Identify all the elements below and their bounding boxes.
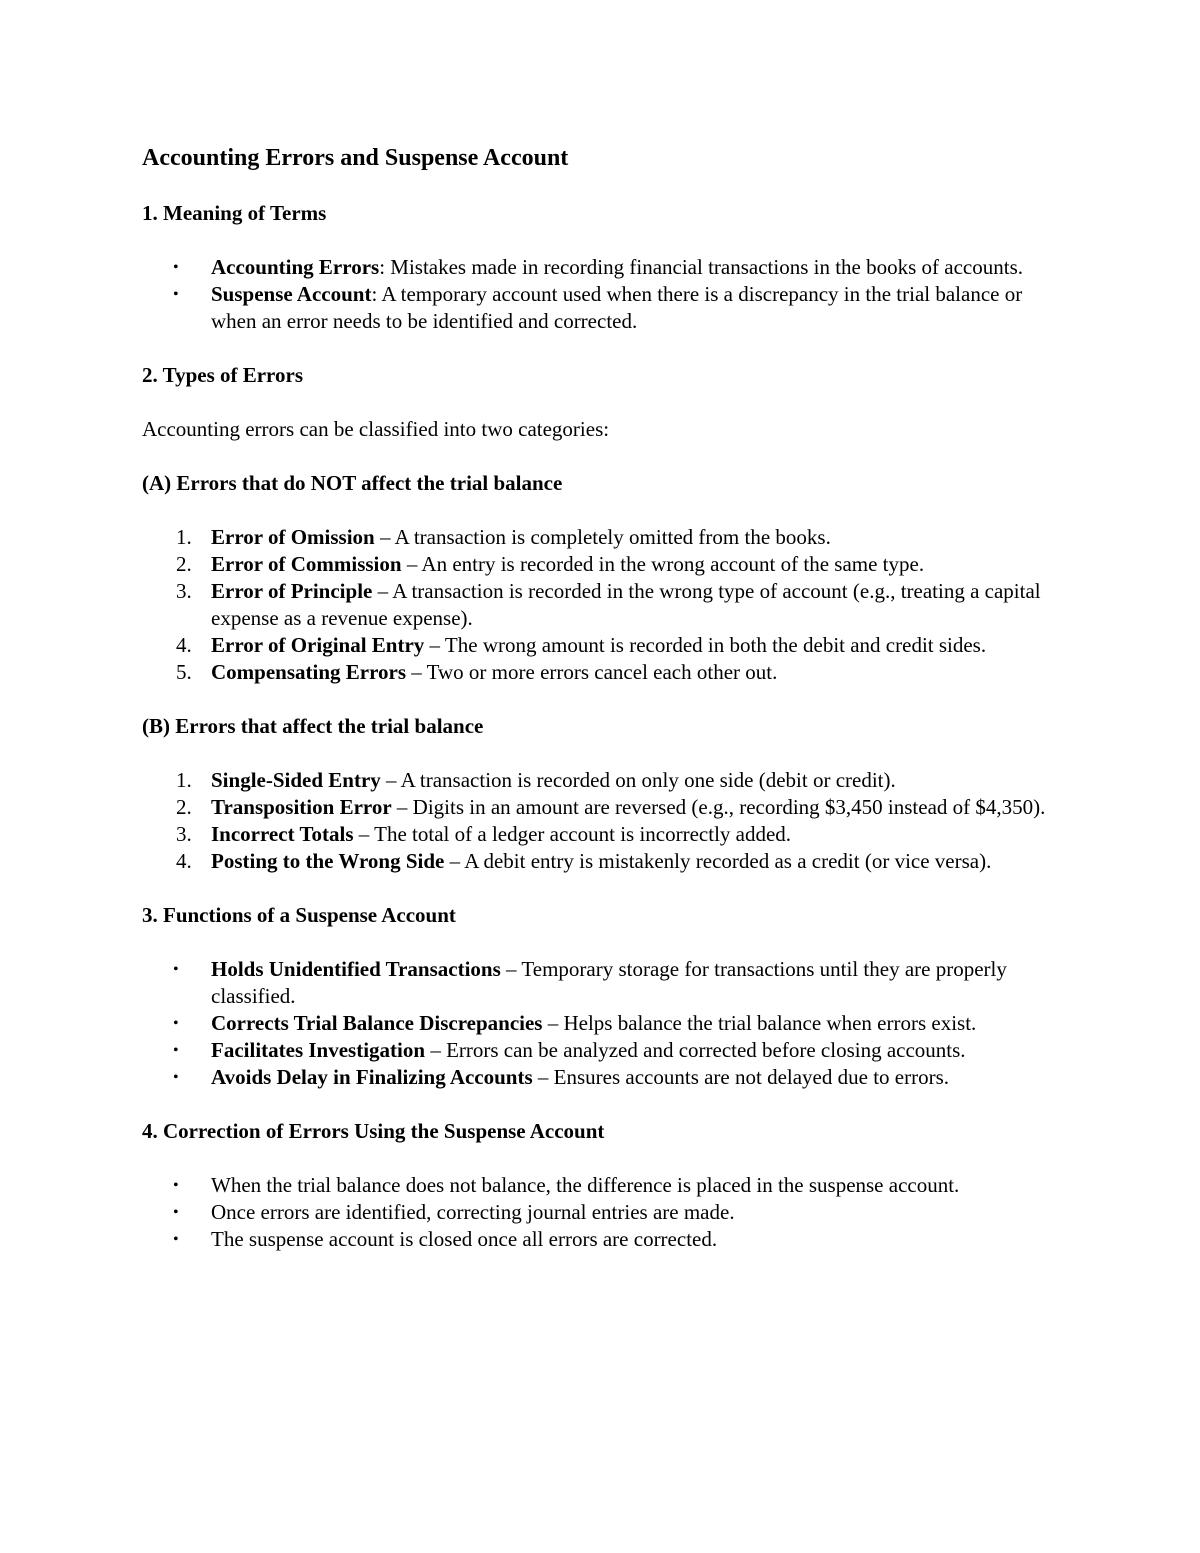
list-number: 4. [176,849,192,873]
term-label: Facilitates Investigation [211,1038,426,1062]
bullet-icon: • [173,1042,179,1059]
term-description: – Temporary storage for transactions until they are properly classified. [211,957,1007,1008]
term-description: : Mistakes made in recording financial transactions in the books of accounts. [379,255,1024,279]
list-item [142,1226,1072,1253]
list-number: 3. [176,579,192,603]
list-number: 2. [176,552,192,576]
functions-list [142,956,1072,1091]
term-label: Corrects Trial Balance Discrepancies [211,1011,543,1035]
types-intro: Accounting errors can be classified into two categories: [142,417,610,441]
section-heading-meaning: 1. Meaning of Terms [142,201,327,225]
term-description: – The wrong amount is recorded in both the debit and credit sides. [424,633,987,657]
meaning-list [142,254,1072,335]
list-item [142,821,1072,848]
term-label: Single-Sided Entry [211,768,381,792]
list-number: 1. [176,525,192,549]
term-label: Error of Commission [211,552,402,576]
list-item [142,1172,1072,1199]
term-description: – An entry is recorded in the wrong account of the same type. [401,552,925,576]
list-item [142,1064,1072,1091]
term-label: Posting to the Wrong Side [211,849,445,873]
term-description: – Helps balance the trial balance when errors exist. [542,1011,977,1035]
group-a-list [142,524,1072,686]
list-item [142,848,1072,875]
term-description: – Digits in an amount are reversed (e.g., recording $3,450 instead of $4,350). [391,795,1046,819]
list-number: 4. [176,633,192,657]
term-description: – A debit entry is mistakenly recorded as a credit (or vice versa). [444,849,992,873]
list-item [142,1010,1072,1037]
term-label: Accounting Errors [211,255,380,279]
term-label: Avoids Delay in Finalizing Accounts [211,1065,533,1089]
term-description: – Two or more errors cancel each other out. [406,660,778,684]
bullet-icon: • [173,1231,179,1248]
list-item [142,632,1072,659]
list-number: 3. [176,822,192,846]
term-label: Error of Principle [211,579,373,603]
term-description: – A transaction is recorded on only one side (debit or credit). [380,768,896,792]
list-item [142,956,1072,1010]
term-label: Error of Original Entry [211,633,425,657]
bullet-icon: • [173,1177,179,1194]
subheading-group-a: (A) Errors that do NOT affect the trial balance [142,471,563,495]
term-description: – Ensures accounts are not delayed due to errors. [532,1065,950,1089]
section-heading-correction: 4. Correction of Errors Using the Suspense Account [142,1119,605,1143]
term-label: Error of Omission [211,525,375,549]
list-item [142,1037,1072,1064]
bullet-icon: • [173,1015,179,1032]
list-item [142,794,1072,821]
term-label: Incorrect Totals [211,822,354,846]
list-item [142,659,1072,686]
list-item-text: When the trial balance does not balance, the difference is placed in the suspense account. [211,1173,960,1197]
list-number: 1. [176,768,192,792]
term-label: Suspense Account [211,282,372,306]
list-item [142,254,1072,281]
term-description: – A transaction is recorded in the wrong type of account (e.g., treating a capital expense as a revenue expense). [211,579,1041,630]
list-item [142,524,1072,551]
list-item [142,281,1072,335]
term-description: – A transaction is completely omitted from the books. [374,525,831,549]
list-item [142,1199,1072,1226]
bullet-icon: • [173,259,179,276]
bullet-icon: • [173,961,179,978]
bullet-icon: • [173,1204,179,1221]
correction-list [142,1172,1072,1253]
term-description: – Errors can be analyzed and corrected before closing accounts. [425,1038,966,1062]
term-label: Transposition Error [211,795,392,819]
section-heading-functions: 3. Functions of a Suspense Account [142,903,456,927]
list-item-text: Once errors are identified, correcting journal entries are made. [211,1200,735,1224]
term-description: – The total of a ledger account is incorrectly added. [353,822,792,846]
list-number: 5. [176,660,192,684]
bullet-icon: • [173,286,179,303]
list-item [142,551,1072,578]
document-page [142,140,1072,1280]
list-item [142,578,1072,632]
bullet-icon: • [173,1069,179,1086]
document-title: Accounting Errors and Suspense Account [142,145,569,171]
list-number: 2. [176,795,192,819]
group-b-list [142,767,1072,875]
term-label: Holds Unidentified Transactions [211,957,501,981]
list-item [142,767,1072,794]
section-heading-types: 2. Types of Errors [142,363,303,387]
list-item-text: The suspense account is closed once all errors are corrected. [211,1227,718,1251]
term-description: : A temporary account used when there is a discrepancy in the trial balance or when an error needs to be identified and corrected. [211,282,1023,333]
term-label: Compensating Errors [211,660,407,684]
subheading-group-b: (B) Errors that affect the trial balance [142,714,484,738]
